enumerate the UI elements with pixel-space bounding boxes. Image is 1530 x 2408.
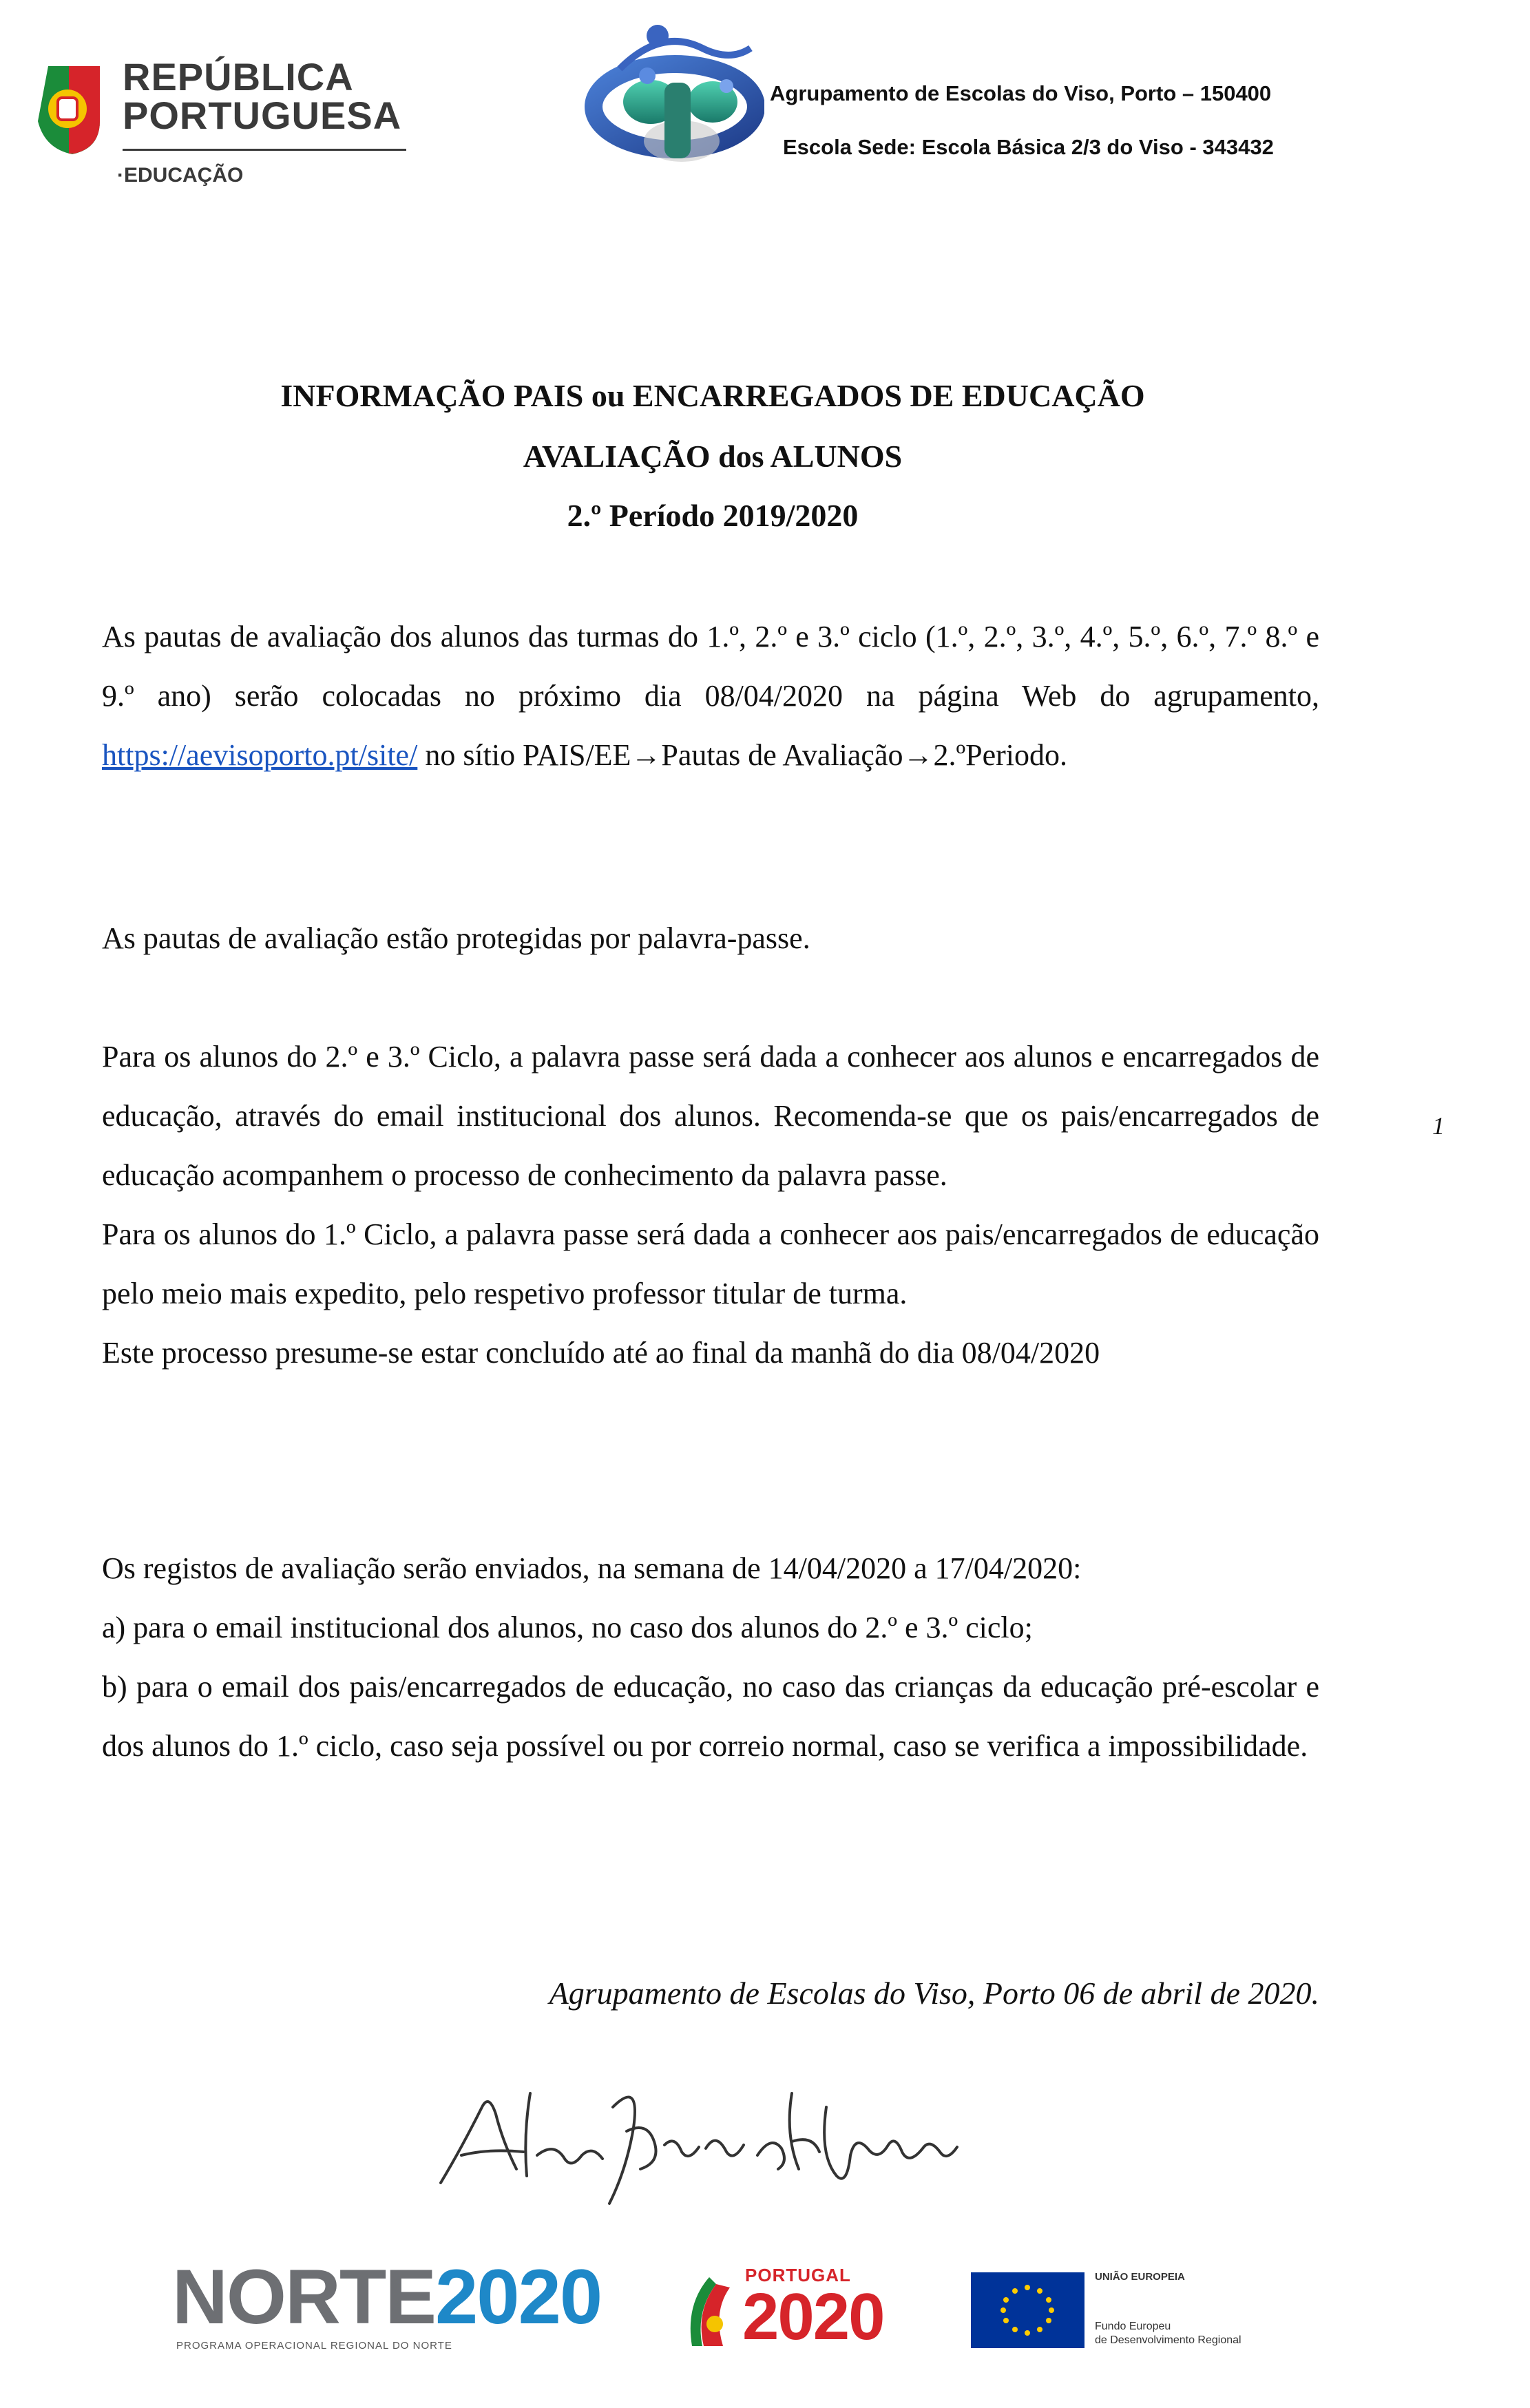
paragraph-pautas-publicacao <box>102 607 1319 785</box>
p2-text: As pautas de avaliação estão protegidas por palavra-passe. <box>102 921 810 955</box>
p3-text-a: Para os alunos do 2.º e 3.º Ciclo, a palavra passe será dada a conhecer aos alunos e encarregados de educação, através do email institucional dos alunos. Recomenda-se que os pais/encarregados de educação acompanhem o processo de conhecimento da palavra passe. <box>102 1040 1319 1192</box>
portugal2020-emblem-icon <box>682 2270 744 2353</box>
arrow-icon: → <box>903 738 934 772</box>
norte-subtitle: PROGRAMA OPERACIONAL REGIONAL DO NORTE <box>176 2340 452 2352</box>
norte-word: NORTE <box>172 2254 435 2340</box>
title-line2: AVALIAÇÃO dos ALUNOS <box>523 439 903 474</box>
p4-text-a: Os registos de avaliação serão enviados, na semana de 14/04/2020 a 17/04/2020: <box>102 1551 1082 1585</box>
p3-text-b: Para os alunos do 1.º Ciclo, a palavra passe será dada a conhecer aos pais/encarregados de educação pelo meio mais expedito, pelo respetivo professor titular de turma. <box>102 1217 1319 1310</box>
pt2020-label: PORTUGAL <box>745 2265 851 2285</box>
government-logo <box>34 55 402 193</box>
title-line1: INFORMAÇÃO PAIS ou ENCARREGADOS DE EDUCAÇÃO <box>280 378 1145 413</box>
p1-text-c: Pautas de Avaliação <box>661 738 903 772</box>
arrow-icon: → <box>631 738 662 772</box>
signature-icon <box>434 2066 985 2217</box>
p1-text-b: no sítio PAIS/EE <box>417 738 631 772</box>
portugal2020-logo <box>682 2262 943 2365</box>
gov-logo-line2: PORTUGUESA <box>123 94 402 137</box>
gov-logo-sub: ·EDUCAÇÃO <box>117 164 244 187</box>
page-number: 1 <box>1432 1112 1445 1140</box>
pt2020-year: 2020 <box>742 2280 884 2354</box>
norte2020-logo <box>172 2254 647 2355</box>
p3-text-c: Este processo presume-se estar concluído até ao final da manhã do dia 08/04/2020 <box>102 1336 1100 1370</box>
website-link[interactable]: https://aevisoporto.pt/site/ <box>102 738 418 772</box>
p1-text-a: As pautas de avaliação dos alunos das turmas do 1.º, 2.º e 3.º ciclo (1.º, 2.º, 3.º, 4.º, 5.º, 6.º, 7.º 8.º e 9.º ano) serão colocadas no próximo dia 08/04/2020 na página Web do agrupamento, <box>102 620 1319 713</box>
norte-year: 2020 <box>435 2254 602 2340</box>
paragraph-ciclos <box>102 1027 1319 1383</box>
gov-logo-rule <box>123 149 406 151</box>
eu-fund-line2: de Desenvolvimento Regional <box>1095 2334 1241 2346</box>
eu-fund-logo <box>971 2265 1260 2355</box>
school-header-line2: Escola Sede: Escola Básica 2/3 do Viso - 343432 <box>783 135 1274 159</box>
paragraph-palavra-passe <box>102 909 1319 968</box>
eu-fund-line1: Fundo Europeu <box>1095 2321 1171 2332</box>
gov-logo-line1: REPÚBLICA <box>123 55 354 98</box>
eu-flag-icon <box>971 2272 1084 2348</box>
closing-date-line: Agrupamento de Escolas do Viso, Porto 06 de abril de 2020. <box>549 1976 1319 2011</box>
p4-text-c: b) para o email dos pais/encarregados de educação, no caso das crianças da educação pré-escolar e dos alunos do 1.º ciclo, caso seja possível ou por correio normal, caso se verifica a impossibilidade. <box>102 1670 1319 1763</box>
p4-text-b: a) para o email institucional dos alunos, no caso dos alunos do 2.º e 3.º ciclo; <box>102 1611 1033 1644</box>
gov-logo-sub-text: EDUCAÇÃO <box>124 164 244 187</box>
title-line3: 2.º Período 2019/2020 <box>567 498 859 533</box>
p1-text-d: 2.ºPeriodo. <box>933 738 1068 772</box>
eu-title: UNIÃO EUROPEIA <box>1095 2271 1185 2283</box>
paragraph-registos <box>102 1539 1319 1776</box>
school-logo-icon <box>578 21 764 176</box>
school-header-line1: Agrupamento de Escolas do Viso, Porto – 150400 <box>770 81 1272 105</box>
portugal-emblem-icon <box>34 59 103 156</box>
